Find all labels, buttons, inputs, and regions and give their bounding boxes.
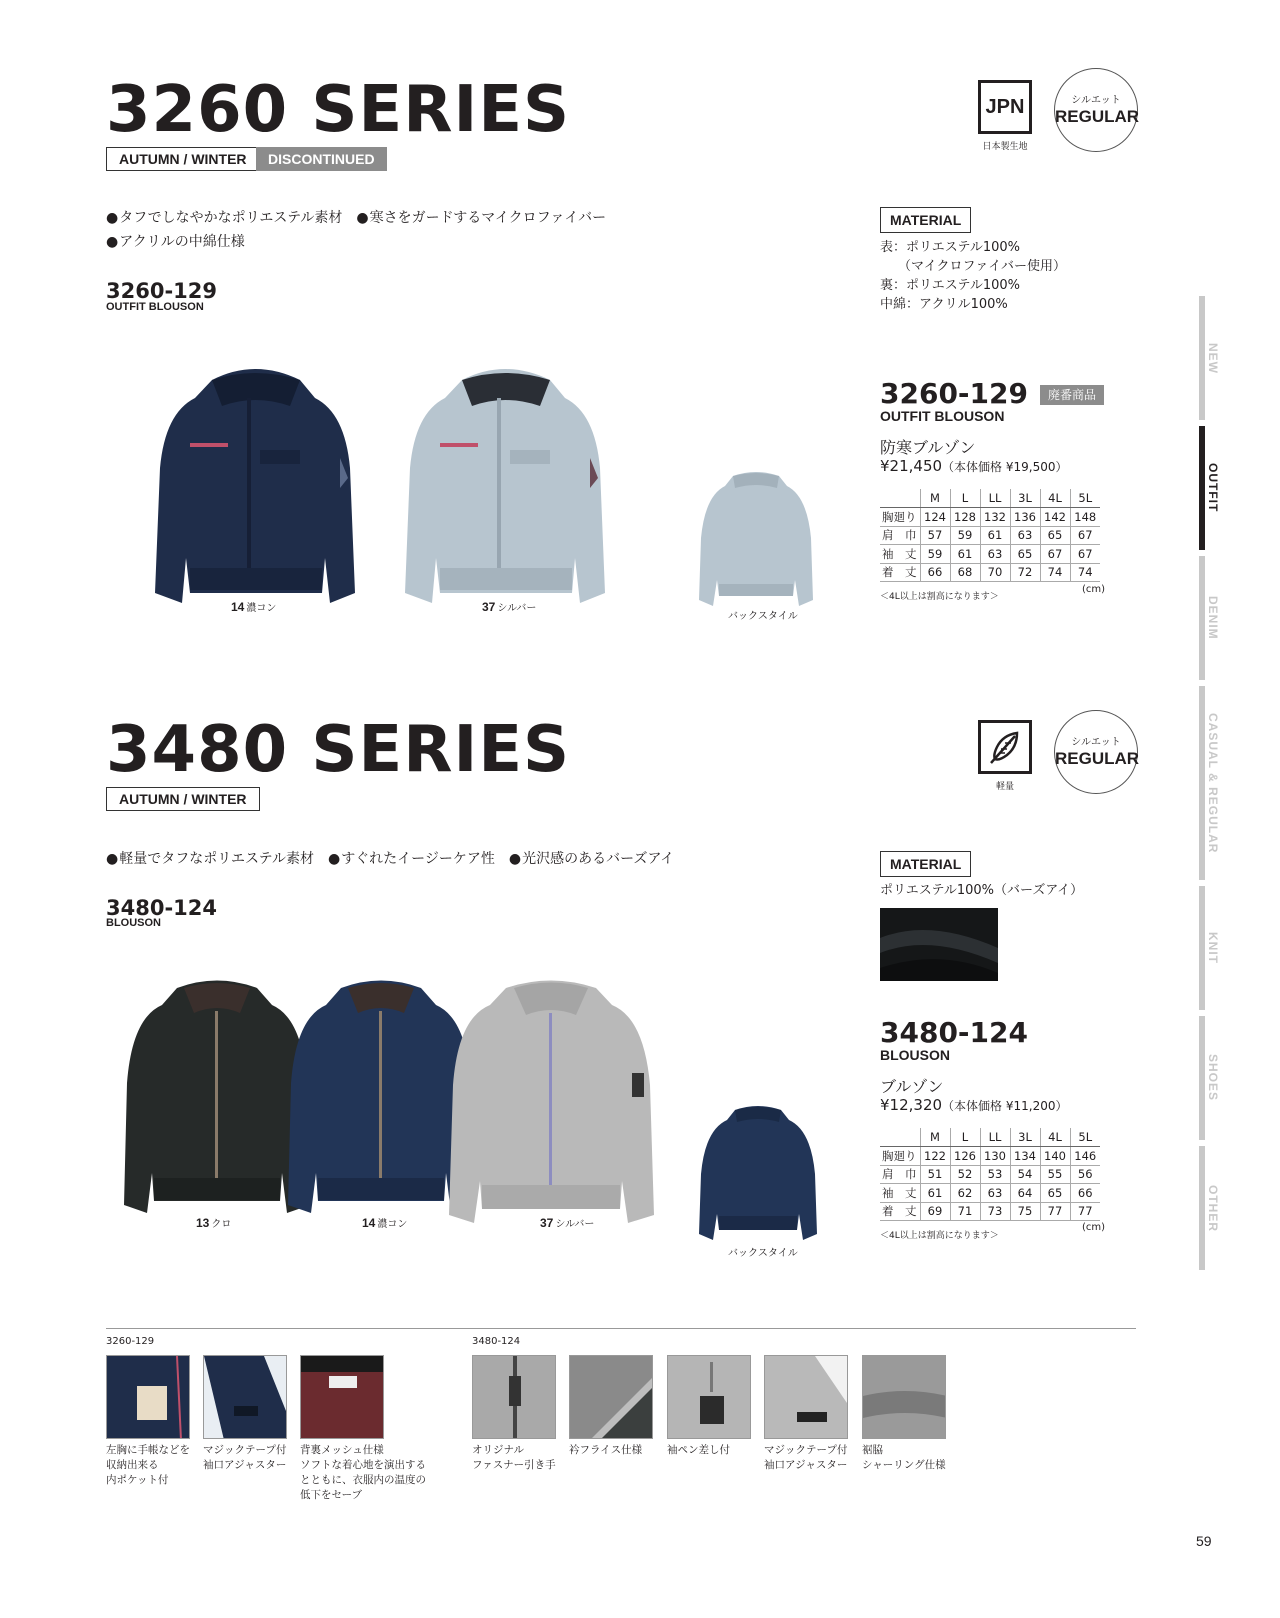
silhouette-badge (1054, 710, 1138, 794)
feature-item: ● アクリルの中綿仕様 (106, 230, 245, 254)
size-header: L (950, 1128, 980, 1147)
size-row (880, 1184, 1100, 1203)
size-cell: 65 (1040, 1184, 1070, 1203)
side-tab-shoes[interactable] (1199, 1016, 1205, 1140)
size-row-label: 肩 巾 (880, 526, 920, 545)
detail-thumb (569, 1355, 653, 1439)
discontinued-tag: DISCONTINUED (256, 147, 387, 171)
color-caption (196, 1215, 231, 1230)
size-header: 4L (1040, 1128, 1070, 1147)
size-cell: 65 (1040, 526, 1070, 545)
jpn-badge-text: JPN (985, 95, 1025, 118)
side-tab-new[interactable] (1199, 296, 1205, 420)
side-label-text: SHOES (1206, 1054, 1220, 1102)
color-name: 濃コン (246, 603, 277, 614)
material-line: 裏：ポリエステル100% (880, 278, 1020, 293)
fabric-swatch-image (880, 908, 998, 981)
color-number: 13 (196, 1216, 210, 1230)
size-cell: 142 (1040, 508, 1070, 527)
size-cell: 69 (920, 1202, 950, 1221)
color-name: 濃コン (377, 1219, 408, 1230)
size-cell: 52 (950, 1165, 980, 1184)
size-cell: 55 (1040, 1165, 1070, 1184)
feature-item: ● タフでしなやかなポリエステル素材 (106, 206, 342, 230)
size-cell: 59 (950, 526, 980, 545)
feature-list-3260 (106, 206, 620, 254)
size-cell: 148 (1070, 508, 1100, 527)
color-number: 14 (362, 1216, 376, 1230)
size-cell: 126 (950, 1147, 980, 1166)
detail-image (570, 1356, 653, 1439)
size-header: M (920, 1128, 950, 1147)
price-value: ¥21,450 (880, 457, 943, 475)
size-cell: 65 (1010, 545, 1040, 564)
details-code: 3260-129 (106, 1336, 155, 1347)
side-label-text: CASUAL & REGULAR (1206, 712, 1220, 854)
size-row (880, 563, 1100, 582)
size-cell: 57 (920, 526, 950, 545)
size-cell: 56 (1070, 1165, 1100, 1184)
side-label-outfit[interactable] (1206, 430, 1220, 546)
size-cell: 122 (920, 1147, 950, 1166)
size-row (880, 545, 1100, 564)
color-caption (482, 599, 536, 614)
detail-image (668, 1356, 751, 1439)
side-label-other[interactable] (1206, 1150, 1220, 1266)
size-cell: 134 (1010, 1147, 1040, 1166)
size-row-label: 肩 巾 (880, 1165, 920, 1184)
size-cell: 51 (920, 1165, 950, 1184)
size-cell: 75 (1010, 1202, 1040, 1221)
size-row-label: 胸廻り (880, 508, 920, 527)
model-sub: BLOUSON (106, 917, 161, 929)
detail-image (473, 1356, 556, 1439)
size-cell: 61 (920, 1184, 950, 1203)
size-cell: 67 (1070, 526, 1100, 545)
product-sub: OUTFIT BLOUSON (880, 408, 1005, 424)
model-sub: OUTFIT BLOUSON (106, 301, 204, 313)
back-style-caption: バックスタイル (728, 611, 798, 622)
size-cell: 128 (950, 508, 980, 527)
size-cell: 132 (980, 508, 1010, 527)
size-row (880, 526, 1100, 545)
model-code: 3480-124 (106, 896, 217, 920)
feature-item: ● 寒さをガードするマイクロファイバー (356, 206, 606, 230)
jacket-image-black (122, 973, 312, 1218)
jacket-image-silver (400, 358, 610, 610)
color-caption (231, 599, 276, 614)
side-tab-casual-regular[interactable] (1199, 686, 1205, 880)
series-title-3260: 3260 SERIES (106, 73, 571, 147)
size-header: 3L (1010, 1128, 1040, 1147)
jacket-image-silver (446, 973, 658, 1228)
detail-caption: マジックテープ付 袖口アジャスター (203, 1444, 287, 1471)
size-cell: 124 (920, 508, 950, 527)
size-header-corner (880, 489, 920, 508)
size-cell: 146 (1070, 1147, 1100, 1166)
silhouette-value: REGULAR (1055, 749, 1140, 768)
size-row (880, 1165, 1100, 1184)
feature-list-3480 (106, 847, 688, 871)
size-cell: 77 (1040, 1202, 1070, 1221)
color-caption (362, 1215, 407, 1230)
side-tab-denim[interactable] (1199, 556, 1205, 680)
size-header: LL (980, 1128, 1010, 1147)
size-cell: 63 (980, 1184, 1010, 1203)
silhouette-value: REGULAR (1055, 107, 1140, 126)
detail-thumb (203, 1355, 287, 1439)
detail-caption: オリジナル ファスナー引き手 (472, 1444, 556, 1471)
detail-caption: マジックテープ付 袖口アジャスター (764, 1444, 848, 1471)
jacket-back-image-navy (695, 1102, 821, 1242)
material-line: ポリエステル100%（バーズアイ） (880, 883, 1084, 898)
color-number: 37 (482, 600, 496, 614)
side-tab-outfit[interactable] (1199, 426, 1205, 550)
detail-caption: 袖ペン差し付 (667, 1444, 730, 1456)
side-label-new[interactable] (1206, 300, 1220, 416)
details-divider (106, 1328, 1136, 1329)
product-price (880, 1096, 1067, 1114)
feature-item: ● 光沢感のあるバーズアイ (509, 847, 674, 871)
jacket-image-navy (150, 358, 360, 610)
side-label-knit[interactable] (1206, 890, 1220, 1006)
size-header: 4L (1040, 489, 1070, 508)
details-code: 3480-124 (472, 1336, 521, 1347)
material-text (880, 881, 1083, 900)
size-row-label: 着 丈 (880, 1202, 920, 1221)
price-value: ¥12,320 (880, 1096, 943, 1114)
side-label-text: NEW (1206, 342, 1220, 374)
size-cell: 66 (920, 563, 950, 582)
silhouette-label: シルエット (1071, 737, 1121, 748)
side-label-text: OUTFIT (1206, 463, 1220, 513)
series-title-3480: 3480 SERIES (106, 713, 571, 787)
detail-thumb (862, 1355, 946, 1439)
size-row (880, 508, 1100, 527)
size-header: 3L (1010, 489, 1040, 508)
detail-thumb (106, 1355, 190, 1439)
side-label-shoes[interactable] (1206, 1020, 1220, 1136)
color-name: クロ (211, 1219, 232, 1230)
detail-image (301, 1356, 384, 1439)
price-base: （本体価格 ¥11,200） (942, 1099, 1068, 1113)
material-line: 表：ポリエステル100% (880, 240, 1020, 255)
material-text (880, 238, 1066, 314)
detail-thumb (300, 1355, 384, 1439)
size-header: LL (980, 489, 1010, 508)
size-cell: 73 (980, 1202, 1010, 1221)
price-base: （本体価格 ¥19,500） (942, 460, 1068, 474)
size-note: ＜4L以上は割高になります＞ (880, 592, 999, 602)
detail-caption: 衿フライス仕様 (569, 1444, 643, 1456)
size-header: M (920, 489, 950, 508)
detail-image (765, 1356, 848, 1439)
size-note: ＜4L以上は割高になります＞ (880, 1231, 999, 1241)
size-cell: 140 (1040, 1147, 1070, 1166)
detail-thumb (667, 1355, 751, 1439)
detail-image (863, 1356, 946, 1439)
feature-item: ● 軽量でタフなポリエステル素材 (106, 847, 314, 871)
material-label: MATERIAL (880, 851, 971, 877)
size-cell: 64 (1010, 1184, 1040, 1203)
size-cell: 66 (1070, 1184, 1100, 1203)
size-cell: 67 (1070, 545, 1100, 564)
size-row-label: 袖 丈 (880, 1184, 920, 1203)
size-cell: 136 (1010, 508, 1040, 527)
size-table-3260 (880, 489, 1100, 582)
color-name: シルバー (497, 603, 537, 614)
season-tag: AUTUMN / WINTER (106, 787, 260, 811)
product-code: 3480-124 (880, 1016, 1028, 1049)
product-price (880, 457, 1067, 475)
size-cell: 59 (920, 545, 950, 564)
size-unit: (cm) (1082, 584, 1106, 595)
silhouette-label: シルエット (1071, 95, 1121, 106)
size-cell: 61 (980, 526, 1010, 545)
size-row (880, 1202, 1100, 1221)
product-code: 3260-129 (880, 377, 1028, 410)
product-sub: BLOUSON (880, 1047, 950, 1063)
material-line: 中綿：アクリル100% (880, 297, 1008, 312)
color-number: 14 (231, 600, 245, 614)
side-label-casual-regular[interactable] (1206, 690, 1220, 876)
size-cell: 71 (950, 1202, 980, 1221)
discontinued-product-tag: 廃番商品 (1040, 385, 1104, 405)
feather-icon (985, 727, 1025, 767)
size-cell: 63 (1010, 526, 1040, 545)
size-cell: 62 (950, 1184, 980, 1203)
size-cell: 54 (1010, 1165, 1040, 1184)
side-tab-other[interactable] (1199, 1146, 1205, 1270)
detail-thumb (472, 1355, 556, 1439)
color-number: 37 (540, 1216, 554, 1230)
size-header: L (950, 489, 980, 508)
size-cell: 70 (980, 563, 1010, 582)
material-line: （マイクロファイバー使用） (898, 259, 1066, 274)
size-cell: 61 (950, 545, 980, 564)
size-row-label: 袖 丈 (880, 545, 920, 564)
side-label-denim[interactable] (1206, 560, 1220, 676)
color-caption (540, 1215, 594, 1230)
lightweight-badge (978, 720, 1032, 774)
detail-caption: 裾脇 シャーリング仕様 (862, 1444, 946, 1471)
side-tab-knit[interactable] (1199, 886, 1205, 1010)
size-cell: 67 (1040, 545, 1070, 564)
size-header: 5L (1070, 1128, 1100, 1147)
size-row (880, 1147, 1100, 1166)
size-cell: 77 (1070, 1202, 1100, 1221)
size-cell: 130 (980, 1147, 1010, 1166)
jpn-badge (978, 80, 1032, 134)
badge-caption: 日本製生地 (982, 142, 1028, 152)
side-label-text: OTHER (1206, 1184, 1220, 1232)
material-label: MATERIAL (880, 207, 971, 233)
product-name: 防寒ブルゾン (880, 438, 976, 457)
product-name: ブルゾン (880, 1077, 944, 1096)
side-label-text: DENIM (1206, 596, 1220, 640)
color-name: シルバー (555, 1219, 595, 1230)
detail-image (204, 1356, 287, 1439)
detail-thumb (764, 1355, 848, 1439)
size-cell: 72 (1010, 563, 1040, 582)
silhouette-badge (1054, 68, 1138, 152)
detail-image (107, 1356, 190, 1439)
size-cell: 74 (1040, 563, 1070, 582)
detail-caption: 背裏メッシュ仕様 ソフトな着心地を演出する とともに、衣服内の温度の 低下をセーブ (300, 1444, 426, 1501)
size-cell: 68 (950, 563, 980, 582)
side-label-text: KNIT (1206, 932, 1220, 964)
size-header: 5L (1070, 489, 1100, 508)
back-style-caption: バックスタイル (728, 1248, 798, 1259)
jacket-back-image-silver (695, 468, 817, 608)
size-cell: 74 (1070, 563, 1100, 582)
size-unit: (cm) (1082, 1222, 1106, 1233)
feature-item: ● すぐれたイージーケア性 (328, 847, 495, 871)
size-cell: 63 (980, 545, 1010, 564)
model-code: 3260-129 (106, 279, 217, 303)
size-row-label: 着 丈 (880, 563, 920, 582)
size-header-corner (880, 1128, 920, 1147)
size-cell: 53 (980, 1165, 1010, 1184)
detail-caption: 左胸に手帳などを 収納出来る 内ポケット付 (106, 1444, 190, 1486)
season-tag: AUTUMN / WINTER (106, 147, 260, 171)
badge-caption: 軽量 (995, 782, 1014, 792)
size-row-label: 胸廻り (880, 1147, 920, 1166)
page-number: 59 (1196, 1533, 1212, 1549)
size-table-3480 (880, 1128, 1100, 1221)
